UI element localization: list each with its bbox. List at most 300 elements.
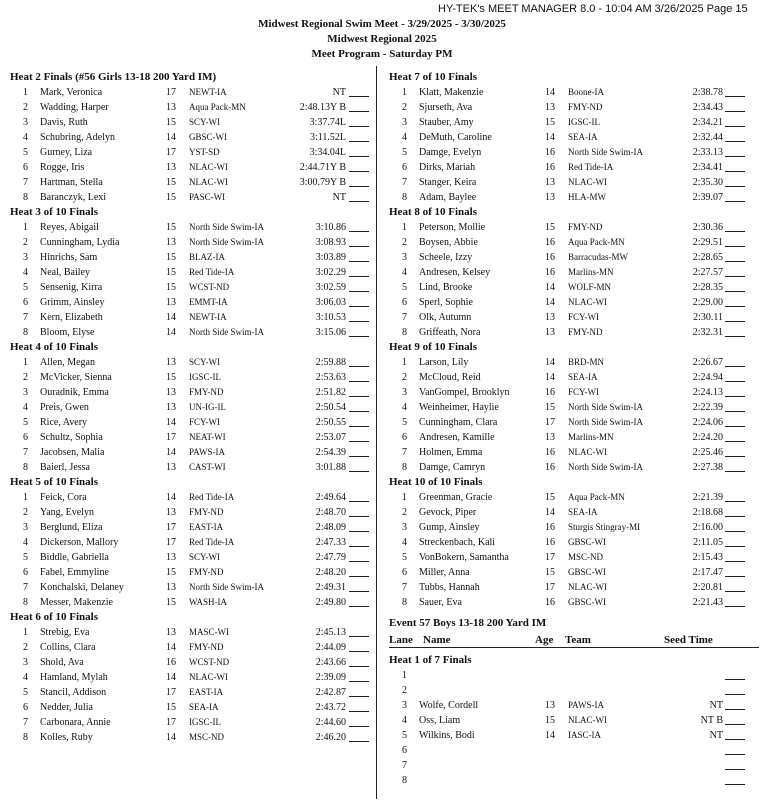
- entry-lane: 5: [402, 730, 407, 741]
- entry-name: Dirks, Mariah: [419, 162, 476, 173]
- entry-age: 13: [166, 507, 176, 518]
- entry-seed: 2:24.13: [692, 387, 723, 398]
- result-blank-line: [349, 130, 369, 142]
- entry-name: Sauer, Eva: [419, 597, 462, 608]
- entry-seed: 2:24.06: [692, 417, 723, 428]
- entry-age: 13: [166, 462, 176, 473]
- entry-lane: 3: [23, 387, 28, 398]
- entry-team: MSC-ND: [568, 552, 604, 562]
- entry-seed: NT: [332, 192, 346, 203]
- entry-team: NLAC-WI: [568, 447, 607, 457]
- entry-seed: 2:18.68: [692, 507, 723, 518]
- result-blank-line: [725, 430, 745, 442]
- entry-team: NLAC-WI: [189, 672, 228, 682]
- result-blank-line: [725, 415, 745, 427]
- entry-name: Olk, Autumn: [419, 312, 472, 323]
- result-blank-line: [349, 250, 369, 262]
- entry-row: [389, 580, 759, 595]
- entry-row: [10, 535, 370, 550]
- entry-seed: 2:53.63: [315, 372, 346, 383]
- entry-seed: 2:44.71Y B: [299, 162, 346, 173]
- result-blank-line: [725, 175, 745, 187]
- entry-seed: 2:16.00: [692, 522, 723, 533]
- entry-team: MSC-ND: [189, 732, 225, 742]
- result-blank-line: [349, 520, 369, 532]
- entry-age: 14: [166, 492, 176, 503]
- result-blank-line: [725, 520, 745, 532]
- entry-row: [389, 160, 759, 175]
- result-blank-line: [725, 160, 745, 172]
- entry-name: Streckenbach, Kali: [419, 537, 496, 548]
- entry-team: HLA-MW: [568, 192, 606, 202]
- entry-team: Red Tide-IA: [568, 162, 614, 172]
- entry-age: 13: [166, 402, 176, 413]
- result-blank-line: [725, 85, 745, 97]
- entry-lane: 1: [402, 357, 407, 368]
- entry-team: North Side Swim-IA: [568, 417, 643, 427]
- entry-age: 16: [545, 267, 555, 278]
- result-blank-line: [725, 385, 745, 397]
- entry-age: 16: [545, 537, 555, 548]
- entry-team: Aqua Pack-MN: [568, 237, 625, 247]
- entry-row: [389, 683, 759, 698]
- entry-lane: 1: [402, 87, 407, 98]
- entry-team: North Side Swim-IA: [189, 582, 264, 592]
- entry-team: SEA-IA: [189, 702, 219, 712]
- entry-lane: 5: [402, 147, 407, 158]
- result-blank-line: [725, 325, 745, 337]
- entry-team: FMY-ND: [189, 507, 224, 517]
- entry-row: [10, 370, 370, 385]
- entry-row: [10, 190, 370, 205]
- result-blank-line: [349, 535, 369, 547]
- result-blank-line: [349, 670, 369, 682]
- entry-lane: 7: [402, 760, 407, 771]
- result-blank-line: [349, 640, 369, 652]
- entry-lane: 6: [402, 162, 407, 173]
- entry-age: 17: [166, 717, 176, 728]
- result-blank-line: [349, 145, 369, 157]
- entry-seed: 2:48.13Y B: [299, 102, 346, 113]
- entry-row: [10, 550, 370, 565]
- entry-row: [10, 520, 370, 535]
- entry-team: Red Tide-IA: [189, 267, 235, 277]
- entry-name: Rice, Avery: [40, 417, 88, 428]
- result-blank-line: [349, 280, 369, 292]
- entry-seed: 2:39.07: [692, 192, 723, 203]
- entry-team: Sturgis Stingray-MI: [568, 522, 641, 532]
- entry-seed: 2:44.09: [315, 642, 346, 653]
- entry-team: BLAZ-IA: [189, 252, 225, 262]
- entry-age: 14: [166, 132, 176, 143]
- entry-team: EMMT-IA: [189, 297, 228, 307]
- entry-name: Baranczyk, Lexi: [40, 192, 107, 203]
- entry-age: 16: [545, 522, 555, 533]
- entry-lane: 3: [23, 252, 28, 263]
- entry-lane: 4: [402, 132, 407, 143]
- entry-team: Aqua Pack-MN: [189, 102, 246, 112]
- entry-row: [389, 100, 759, 115]
- entry-lane: 3: [402, 522, 407, 533]
- entry-name: McCloud, Reid: [419, 372, 481, 383]
- result-blank-line: [349, 505, 369, 517]
- entry-seed: 3:06.03: [315, 297, 346, 308]
- entry-age: 15: [166, 117, 176, 128]
- entry-age: 13: [166, 627, 176, 638]
- entry-age: 15: [166, 252, 176, 263]
- heat-title: Heat 10 of 10 Finals: [389, 476, 483, 488]
- entry-name: Dickerson, Mallory: [40, 537, 119, 548]
- entry-lane: 7: [23, 717, 28, 728]
- entry-lane: 2: [402, 507, 407, 518]
- entry-lane: 8: [402, 775, 407, 786]
- entry-age: 15: [545, 492, 555, 503]
- entry-seed: 3:02.59: [315, 282, 346, 293]
- entry-team: FCY-WI: [189, 417, 220, 427]
- entry-lane: 5: [23, 282, 28, 293]
- entry-row: [389, 370, 759, 385]
- col-name-header: Name: [423, 634, 451, 646]
- entry-age: 13: [545, 327, 555, 338]
- entry-team: IGSC-IL: [568, 117, 600, 127]
- entry-name: Peterson, Mollie: [419, 222, 486, 233]
- entry-team: BRD-MN: [568, 357, 605, 367]
- entry-team: IGSC-IL: [189, 717, 221, 727]
- entry-age: 13: [166, 102, 176, 113]
- entry-name: Hamland, Mylah: [40, 672, 108, 683]
- heat-block: [389, 205, 759, 340]
- result-blank-line: [349, 370, 369, 382]
- entry-row: [10, 670, 370, 685]
- entry-row: [389, 773, 759, 788]
- entry-row: [10, 505, 370, 520]
- entry-row: [10, 115, 370, 130]
- entry-row: [389, 325, 759, 340]
- entry-seed: 2:49.64: [315, 492, 346, 503]
- entry-row: [389, 400, 759, 415]
- entry-team: Boone-IA: [568, 87, 604, 97]
- entry-lane: 8: [23, 462, 28, 473]
- result-blank-line: [725, 580, 745, 592]
- heat-block: [10, 610, 370, 745]
- entry-lane: 8: [23, 732, 28, 743]
- entry-lane: 8: [402, 192, 407, 203]
- result-blank-line: [725, 460, 745, 472]
- heat-block: [10, 70, 370, 205]
- entry-seed: 2:21.39: [692, 492, 723, 503]
- col-age-header: Age: [535, 634, 554, 646]
- entry-lane: 1: [402, 222, 407, 233]
- result-blank-line: [349, 355, 369, 367]
- result-blank-line: [725, 595, 745, 607]
- entry-seed: 3:08.93: [315, 237, 346, 248]
- entry-row: [10, 295, 370, 310]
- entry-seed: 2:11.05: [693, 537, 723, 548]
- entry-lane: 5: [23, 552, 28, 563]
- entry-team: EAST-IA: [189, 522, 224, 532]
- entry-row: [10, 385, 370, 400]
- entry-name: Klatt, Makenzie: [419, 87, 484, 98]
- entry-row: [389, 595, 759, 610]
- event-title: Event 57 Boys 13-18 200 Yard IM: [389, 617, 547, 629]
- entry-row: [10, 415, 370, 430]
- entry-row: [10, 265, 370, 280]
- entry-age: 13: [166, 582, 176, 593]
- entry-name: Rogge, Iris: [40, 162, 85, 173]
- entry-team: FMY-ND: [568, 222, 603, 232]
- entry-team: PAWS-IA: [568, 700, 604, 710]
- entry-row: [10, 160, 370, 175]
- entry-name: Stanger, Keira: [419, 177, 477, 188]
- entry-row: [389, 190, 759, 205]
- entry-seed: NT B: [700, 715, 723, 726]
- entry-seed: 2:24.94: [692, 372, 723, 383]
- entry-seed: 2:22.39: [692, 402, 723, 413]
- result-blank-line: [725, 280, 745, 292]
- entry-age: 16: [545, 252, 555, 263]
- entry-name: Boysen, Abbie: [419, 237, 478, 248]
- result-blank-line: [349, 325, 369, 337]
- entry-team: FMY-ND: [189, 567, 224, 577]
- entry-lane: 6: [23, 297, 28, 308]
- entry-team: Barracudas-MW: [568, 252, 628, 262]
- entry-team: SCY-WI: [189, 552, 220, 562]
- entry-row: [10, 430, 370, 445]
- result-blank-line: [725, 190, 745, 202]
- entry-team: NEWT-IA: [189, 87, 227, 97]
- result-blank-line: [725, 698, 745, 710]
- entry-lane: 4: [402, 715, 407, 726]
- entry-seed: 2:51.82: [315, 387, 346, 398]
- entry-seed: 2:43.66: [315, 657, 346, 668]
- entry-row: [10, 310, 370, 325]
- col-lane-header: Lane: [389, 634, 413, 646]
- entry-team: WCST-ND: [189, 657, 230, 667]
- result-blank-line: [725, 505, 745, 517]
- column-headers: [389, 633, 759, 648]
- result-blank-line: [725, 565, 745, 577]
- entry-team: Aqua Pack-MN: [568, 492, 625, 502]
- entry-seed: 2:33.13: [692, 147, 723, 158]
- result-blank-line: [725, 115, 745, 127]
- entry-seed: 2:26.67: [692, 357, 723, 368]
- entry-name: Hartman, Stella: [40, 177, 103, 188]
- entry-name: Gump, Ainsley: [419, 522, 480, 533]
- entry-age: 15: [166, 177, 176, 188]
- entry-row: [10, 685, 370, 700]
- entry-seed: 3:02.29: [315, 267, 346, 278]
- entry-age: 15: [545, 222, 555, 233]
- entry-team: SCY-WI: [189, 357, 220, 367]
- result-blank-line: [349, 400, 369, 412]
- entry-row: [389, 668, 759, 683]
- heat-title: Heat 7 of 10 Finals: [389, 71, 477, 83]
- result-blank-line: [725, 490, 745, 502]
- entry-name: VanGompel, Brooklyn: [419, 387, 510, 398]
- entry-name: Baierl, Jessa: [40, 462, 90, 473]
- entry-lane: 2: [402, 685, 407, 696]
- entry-lane: 2: [23, 507, 28, 518]
- entry-age: 16: [545, 447, 555, 458]
- entry-team: NLAC-WI: [568, 582, 607, 592]
- entry-row: [10, 580, 370, 595]
- entry-seed: 2:48.20: [315, 567, 346, 578]
- entry-row: [389, 280, 759, 295]
- entry-team: FMY-ND: [568, 327, 603, 337]
- heat-title: Heat 9 of 10 Finals: [389, 341, 477, 353]
- entry-name: Fabel, Emmyline: [40, 567, 109, 578]
- heat-block: [389, 340, 759, 475]
- heat-title: Heat 3 of 10 Finals: [10, 206, 98, 218]
- entry-row: [389, 355, 759, 370]
- entry-lane: 4: [402, 267, 407, 278]
- entry-lane: 1: [23, 222, 28, 233]
- entry-lane: 7: [23, 582, 28, 593]
- heat-title: Heat 5 of 10 Finals: [10, 476, 98, 488]
- entry-row: [389, 130, 759, 145]
- entry-seed: 2:15.43: [692, 552, 723, 563]
- entry-age: 13: [166, 237, 176, 248]
- entry-seed: 3:37.74L: [309, 117, 346, 128]
- entry-seed: 3:15.06: [315, 327, 346, 338]
- result-blank-line: [725, 713, 745, 725]
- result-blank-line: [349, 235, 369, 247]
- entry-lane: 6: [402, 745, 407, 756]
- entry-age: 16: [166, 657, 176, 668]
- result-blank-line: [725, 310, 745, 322]
- entry-row: [389, 445, 759, 460]
- result-blank-line: [725, 400, 745, 412]
- entry-row: [389, 310, 759, 325]
- entry-team: MASC-WI: [189, 627, 229, 637]
- entry-name: Oss, Liam: [419, 715, 461, 726]
- entry-lane: 6: [402, 432, 407, 443]
- entry-seed: 2:38.78: [692, 87, 723, 98]
- entry-row: [10, 640, 370, 655]
- result-blank-line: [725, 758, 745, 770]
- entry-age: 14: [545, 357, 555, 368]
- entry-team: NEWT-IA: [189, 312, 227, 322]
- entry-team: WOLF-MN: [568, 282, 611, 292]
- entry-team: SEA-IA: [568, 132, 598, 142]
- column-divider: [376, 66, 377, 799]
- result-blank-line: [349, 85, 369, 97]
- entry-name: Neal, Bailey: [40, 267, 90, 278]
- result-blank-line: [349, 730, 369, 742]
- entry-team: FMY-ND: [189, 387, 224, 397]
- entry-seed: 2:34.43: [692, 102, 723, 113]
- entry-age: 14: [166, 417, 176, 428]
- entry-row: [389, 85, 759, 100]
- entry-row: [389, 550, 759, 565]
- entry-age: 17: [545, 552, 555, 563]
- entry-name: Adam, Baylee: [419, 192, 477, 203]
- entry-age: 17: [166, 687, 176, 698]
- entry-age: 17: [545, 582, 555, 593]
- entry-row: [10, 130, 370, 145]
- entry-lane: 3: [402, 252, 407, 263]
- entry-team: FCY-WI: [568, 387, 599, 397]
- entry-seed: 2:28.35: [692, 282, 723, 293]
- entry-team: North Side Swim-IA: [568, 402, 643, 412]
- entry-lane: 1: [23, 87, 28, 98]
- entry-row: [389, 250, 759, 265]
- entry-name: Carbonara, Annie: [40, 717, 111, 728]
- entry-age: 15: [545, 402, 555, 413]
- entry-age: 17: [166, 432, 176, 443]
- entry-row: [10, 325, 370, 340]
- entry-name: Strebig, Eva: [40, 627, 90, 638]
- entry-age: 14: [545, 507, 555, 518]
- entry-team: GBSC-WI: [568, 567, 606, 577]
- result-blank-line: [349, 415, 369, 427]
- entry-name: Sensenig, Kirra: [40, 282, 103, 293]
- entry-age: 17: [166, 147, 176, 158]
- entry-row: [10, 235, 370, 250]
- entry-age: 13: [166, 162, 176, 173]
- entry-age: 14: [166, 312, 176, 323]
- result-blank-line: [349, 445, 369, 457]
- entry-age: 15: [166, 372, 176, 383]
- entry-age: 14: [166, 327, 176, 338]
- entry-name: Andresen, Kelsey: [419, 267, 491, 278]
- entry-name: Schultz, Sophia: [40, 432, 103, 443]
- entry-seed: 2:35.30: [692, 177, 723, 188]
- entry-name: Damge, Evelyn: [419, 147, 482, 158]
- entry-seed: 2:39.09: [315, 672, 346, 683]
- entry-lane: 5: [402, 417, 407, 428]
- result-blank-line: [349, 115, 369, 127]
- entry-seed: 3:10.86: [315, 222, 346, 233]
- entry-name: Reyes, Abigail: [40, 222, 99, 233]
- entry-team: North Side Swim-IA: [189, 237, 264, 247]
- entry-lane: 7: [402, 447, 407, 458]
- entry-age: 15: [545, 117, 555, 128]
- entry-age: 13: [545, 192, 555, 203]
- entry-name: Sperl, Sophie: [419, 297, 473, 308]
- entry-row: [10, 175, 370, 190]
- entry-lane: 3: [23, 657, 28, 668]
- entry-seed: 2:34.41: [692, 162, 723, 173]
- entry-age: 15: [545, 715, 555, 726]
- entry-team: PAWS-IA: [189, 447, 225, 457]
- entry-seed: 2:50.54: [315, 402, 346, 413]
- heat-title: Heat 4 of 10 Finals: [10, 341, 98, 353]
- entry-row: [389, 728, 759, 743]
- entry-lane: 8: [402, 327, 407, 338]
- entry-seed: 2:46.20: [315, 732, 346, 743]
- event57-heat: [389, 653, 759, 788]
- result-blank-line: [349, 625, 369, 637]
- entry-lane: 6: [23, 702, 28, 713]
- entry-name: Ouradnik, Emma: [40, 387, 109, 398]
- entry-seed: 2:59.88: [315, 357, 346, 368]
- entry-age: 15: [166, 192, 176, 203]
- entry-name: Andresen, Kamille: [419, 432, 495, 443]
- result-blank-line: [349, 490, 369, 502]
- entry-team: North Side Swim-IA: [568, 462, 643, 472]
- entry-seed: NT: [709, 730, 723, 741]
- entry-age: 14: [545, 730, 555, 741]
- entry-row: [10, 85, 370, 100]
- entry-lane: 7: [402, 177, 407, 188]
- entry-seed: 2:28.65: [692, 252, 723, 263]
- result-blank-line: [349, 100, 369, 112]
- entry-row: [389, 145, 759, 160]
- result-blank-line: [349, 190, 369, 202]
- result-blank-line: [725, 250, 745, 262]
- entry-lane: 2: [402, 372, 407, 383]
